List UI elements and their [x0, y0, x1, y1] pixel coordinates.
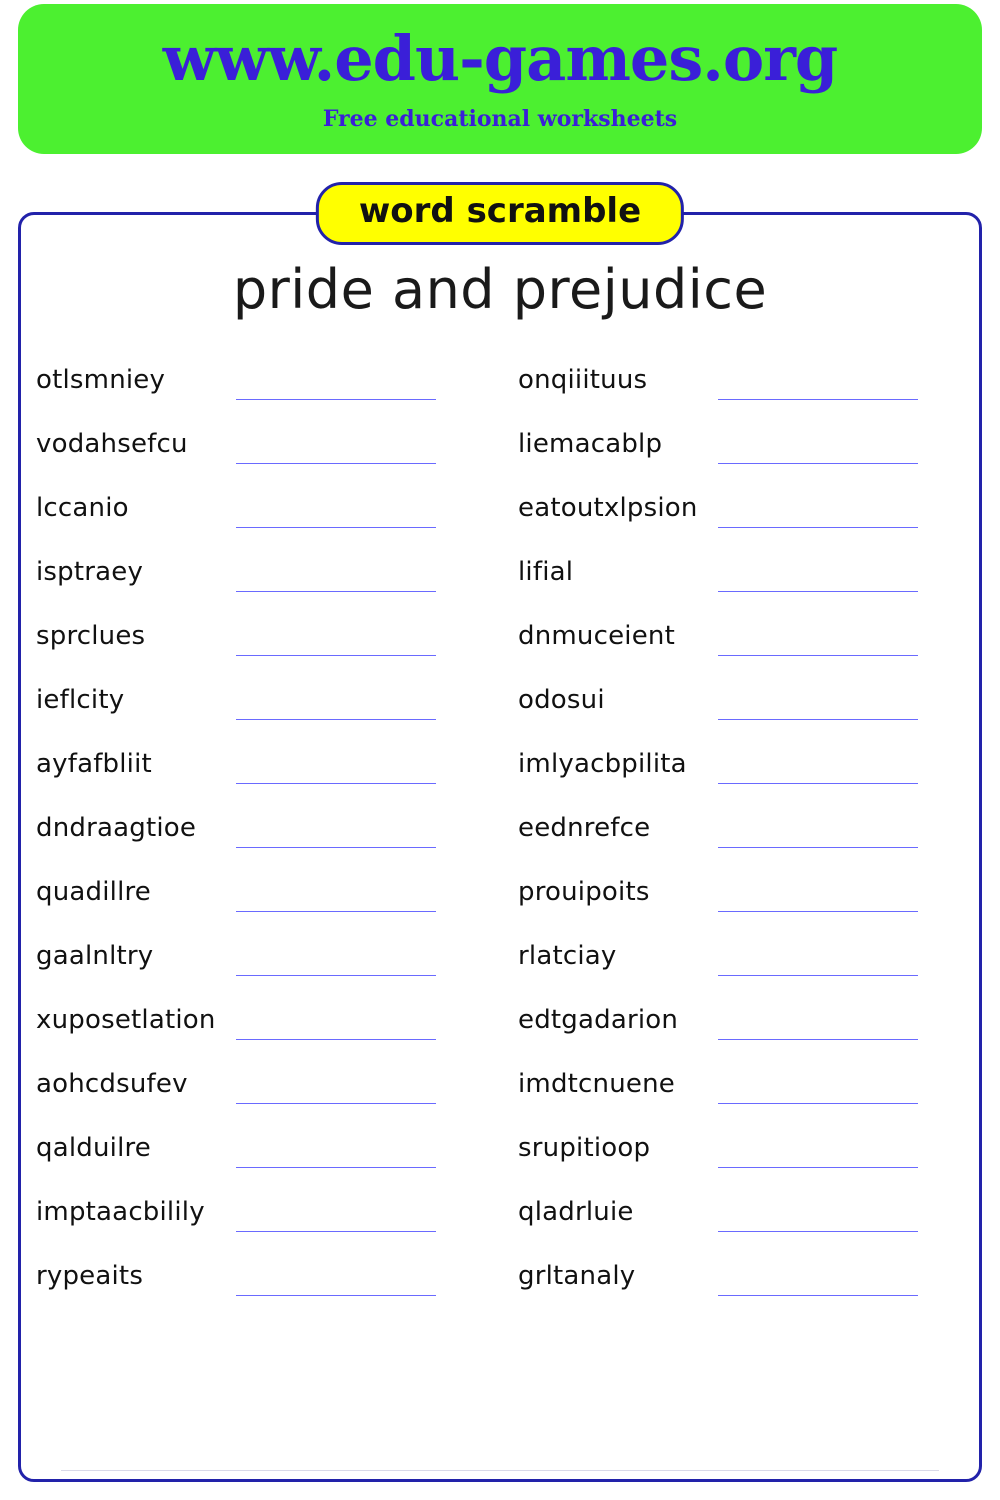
scrambled-word: sprclues [36, 621, 146, 651]
scrambled-word: prouipoits [518, 877, 650, 907]
scrambled-word: onqiiituus [518, 365, 648, 395]
scrambled-word: vodahsefcu [36, 429, 188, 459]
list-item [518, 348, 982, 412]
scrambled-word: qladrluie [518, 1197, 634, 1227]
answer-input[interactable] [236, 627, 436, 656]
scrambled-word: eatoutxlpsion [518, 493, 698, 523]
scrambled-word: gaalnltry [36, 941, 154, 971]
list-item [518, 860, 982, 924]
scrambled-word: imlyacbpilita [518, 749, 687, 779]
scrambled-word: imdtcnuene [518, 1069, 675, 1099]
scrambled-word: quadillre [36, 877, 152, 907]
scrambled-word: lccanio [36, 493, 129, 523]
answer-input[interactable] [236, 1011, 436, 1040]
site-banner [18, 4, 982, 154]
scramble-columns [18, 348, 982, 1308]
scrambled-word: qalduilre [36, 1133, 152, 1163]
list-item [36, 924, 500, 988]
scrambled-word: rypeaits [36, 1261, 144, 1291]
list-item [518, 668, 982, 732]
answer-input[interactable] [236, 883, 436, 912]
list-item [518, 924, 982, 988]
answer-input[interactable] [236, 755, 436, 784]
list-item [518, 988, 982, 1052]
site-tagline: Free educational worksheets [322, 105, 678, 132]
scrambled-word: otlsmniey [36, 365, 166, 395]
list-item [36, 1116, 500, 1180]
answer-input[interactable] [718, 1267, 918, 1296]
list-item [518, 412, 982, 476]
list-item [36, 988, 500, 1052]
scrambled-word: ayfafbliit [36, 749, 152, 779]
page-title: pride and prejudice [232, 258, 768, 321]
right-column [500, 348, 982, 1308]
scrambled-word: grltanaly [518, 1261, 636, 1291]
list-item [518, 604, 982, 668]
list-item [518, 540, 982, 604]
answer-input[interactable] [718, 691, 918, 720]
list-item [518, 796, 982, 860]
answer-input[interactable] [718, 563, 918, 592]
answer-input[interactable] [236, 371, 436, 400]
scrambled-word: dndraagtioe [36, 813, 197, 843]
list-item [36, 348, 500, 412]
scrambled-word: rlatciay [518, 941, 617, 971]
answer-input[interactable] [718, 371, 918, 400]
scrambled-word: eednrefce [518, 813, 651, 843]
list-item [36, 732, 500, 796]
answer-input[interactable] [718, 1075, 918, 1104]
list-item [518, 732, 982, 796]
worksheet-type-tab: word scramble [316, 182, 684, 245]
answer-input[interactable] [718, 883, 918, 912]
list-item [518, 1180, 982, 1244]
answer-input[interactable] [718, 1011, 918, 1040]
scrambled-word: xuposetlation [36, 1005, 216, 1035]
answer-input[interactable] [236, 691, 436, 720]
scrambled-word: edtgadarion [518, 1005, 679, 1035]
scrambled-word: liemacablp [518, 429, 663, 459]
answer-input[interactable] [236, 499, 436, 528]
answer-input[interactable] [718, 755, 918, 784]
answer-input[interactable] [236, 1075, 436, 1104]
scrambled-word: ieflcity [36, 685, 125, 715]
list-item [518, 1052, 982, 1116]
answer-input[interactable] [236, 563, 436, 592]
answer-input[interactable] [236, 947, 436, 976]
scrambled-word: lifial [518, 557, 574, 587]
list-item [518, 476, 982, 540]
scrambled-word: aohcdsufev [36, 1069, 188, 1099]
answer-input[interactable] [718, 1203, 918, 1232]
answer-input[interactable] [718, 499, 918, 528]
scrambled-word: imptaacbilily [36, 1197, 205, 1227]
scrambled-word: dnmuceient [518, 621, 675, 651]
list-item [36, 668, 500, 732]
answer-input[interactable] [718, 947, 918, 976]
list-item [36, 604, 500, 668]
scrambled-word: isptraey [36, 557, 144, 587]
answer-input[interactable] [236, 435, 436, 464]
list-item [36, 540, 500, 604]
answer-input[interactable] [718, 1139, 918, 1168]
answer-input[interactable] [236, 1203, 436, 1232]
scrambled-word: odosui [518, 685, 605, 715]
answer-input[interactable] [718, 435, 918, 464]
list-item [36, 796, 500, 860]
list-item [36, 412, 500, 476]
list-item [36, 1052, 500, 1116]
answer-input[interactable] [236, 1267, 436, 1296]
list-item [518, 1244, 982, 1308]
list-item [36, 860, 500, 924]
list-item [36, 1180, 500, 1244]
answer-input[interactable] [236, 1139, 436, 1168]
scrambled-word: srupitioop [518, 1133, 651, 1163]
list-item [518, 1116, 982, 1180]
site-title: www.edu-games.org [162, 22, 838, 96]
footer-divider [61, 1470, 939, 1471]
answer-input[interactable] [718, 819, 918, 848]
list-item [36, 1244, 500, 1308]
answer-input[interactable] [236, 819, 436, 848]
answer-input[interactable] [718, 627, 918, 656]
left-column [18, 348, 500, 1308]
list-item [36, 476, 500, 540]
